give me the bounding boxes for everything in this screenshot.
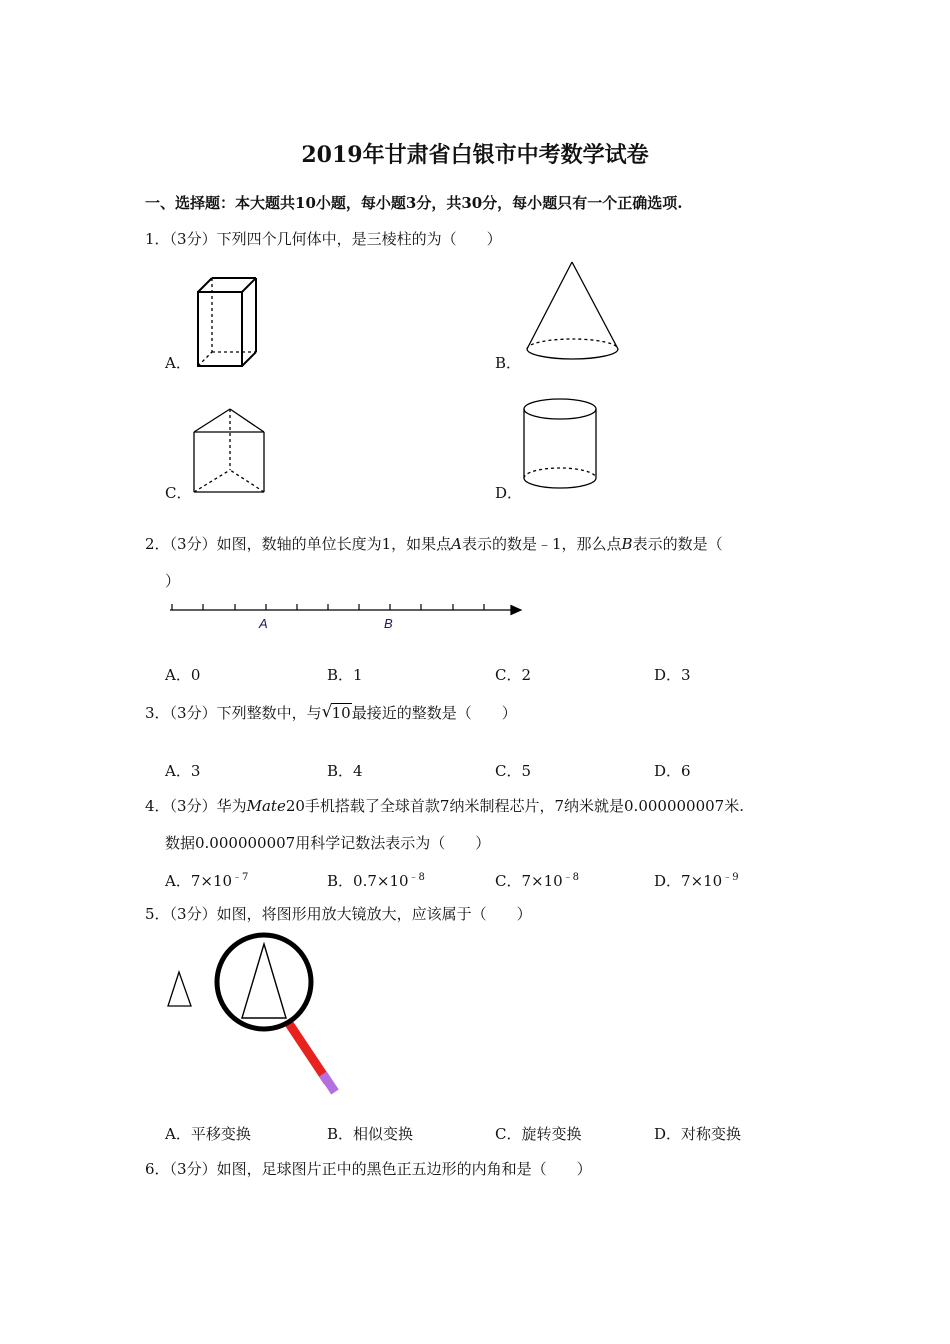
q1-option-d: D． <box>495 484 523 502</box>
question-text: 如图，数轴的单位长度为1，如果点 <box>216 535 452 553</box>
radical-sign: √ <box>321 702 333 722</box>
triangular-prism-figure <box>188 402 273 497</box>
question-2 <box>145 533 723 554</box>
option-exponent: ﹣7 <box>232 872 249 883</box>
question-text: 华为 <box>216 797 247 815</box>
magnifier-handle-tip <box>323 1074 335 1092</box>
q2-option-d: D．3 <box>654 666 691 684</box>
question-score: （3分） <box>169 230 217 248</box>
question-text: 最接近的整数是（ ） <box>351 704 517 722</box>
question-number: 2． <box>145 535 170 553</box>
axis-label-b: B <box>384 616 393 631</box>
q3-option-c: C．5 <box>495 762 532 780</box>
q3-option-d: D．6 <box>654 762 691 780</box>
question-text: 下列四个几何体中，是三棱柱的为（ ） <box>216 230 502 248</box>
magnifier-lens <box>217 935 311 1029</box>
cylinder-figure <box>518 394 608 499</box>
q1-option-a: A． <box>165 354 191 372</box>
q5-option-a: A．平移变换 <box>165 1125 251 1143</box>
option-label: D．7×10 <box>654 872 723 890</box>
question-text: 下列整数中，与 <box>216 704 322 722</box>
q2-option-a: A．0 <box>165 666 201 684</box>
point-b-variable: B <box>621 535 633 553</box>
q3-option-b: B．4 <box>327 762 363 780</box>
magnifier-handle <box>288 1022 328 1082</box>
q4-option-d <box>654 868 739 891</box>
question-number: 4． <box>145 797 170 815</box>
question-number: 5． <box>145 905 170 923</box>
q2-option-b: B．1 <box>327 666 363 684</box>
q1-option-b: B． <box>495 354 522 372</box>
q3-option-a: A．3 <box>165 762 201 780</box>
q5-option-c: C．旋转变换 <box>495 1125 582 1143</box>
question-4 <box>145 795 744 816</box>
page-title: 2019年甘肃省白银市中考数学试卷 <box>301 142 649 168</box>
phone-model: Mate <box>246 797 286 815</box>
question-score: （3分） <box>169 704 217 722</box>
question-2-continuation: ） <box>165 572 181 590</box>
number-line-figure <box>165 598 535 638</box>
question-score: （3分） <box>169 797 217 815</box>
question-1 <box>145 228 502 249</box>
magnifier-figure <box>160 932 360 1102</box>
option-label: B．0.7×10 <box>327 872 409 890</box>
axis-label-a: A <box>259 616 268 631</box>
q5-option-d: D．对称变换 <box>654 1125 742 1143</box>
rectangular-prism-figure <box>190 270 270 375</box>
section-heading: 一、选择题：本大题共10小题，每小题3分，共30分，每小题只有一个正确选项. <box>145 194 683 212</box>
q1-option-c: C． <box>165 484 192 502</box>
question-text: 表示的数是（ <box>632 535 723 553</box>
question-number: 3． <box>145 704 170 722</box>
point-a-variable: A <box>451 535 462 553</box>
question-text: 20手机搭载了全球首款7纳米制程芯片，7纳米就是0.000000007米. <box>285 797 744 815</box>
q4-option-a <box>165 868 248 891</box>
radicand: 10 <box>331 704 351 722</box>
question-6 <box>145 1158 592 1179</box>
question-text: 表示的数是﹣1，那么点 <box>461 535 622 553</box>
question-score: （3分） <box>169 1160 217 1178</box>
q2-option-c: C．2 <box>495 666 532 684</box>
question-3 <box>145 702 517 723</box>
option-exponent: ﹣8 <box>408 872 425 883</box>
option-label: C．7×10 <box>495 872 563 890</box>
cone-figure <box>520 258 630 368</box>
q4-option-c <box>495 868 579 891</box>
question-5 <box>145 903 532 924</box>
question-score: （3分） <box>169 535 217 553</box>
option-exponent: ﹣9 <box>722 872 739 883</box>
question-text: 如图，足球图片正中的黑色正五边形的内角和是（ ） <box>216 1160 592 1178</box>
option-exponent: ﹣8 <box>562 872 580 883</box>
question-number: 6． <box>145 1160 170 1178</box>
question-text: 如图，将图形用放大镜放大，应该属于（ ） <box>216 905 532 923</box>
sqrt-expression <box>322 704 352 722</box>
small-triangle <box>168 972 191 1006</box>
q5-option-b: B．相似变换 <box>327 1125 414 1143</box>
q4-option-b <box>327 868 425 891</box>
option-label: A．7×10 <box>165 872 233 890</box>
question-4-line-2: 数据0.000000007用科学记数法表示为（ ） <box>165 834 491 852</box>
question-number: 1． <box>145 230 170 248</box>
question-score: （3分） <box>169 905 217 923</box>
